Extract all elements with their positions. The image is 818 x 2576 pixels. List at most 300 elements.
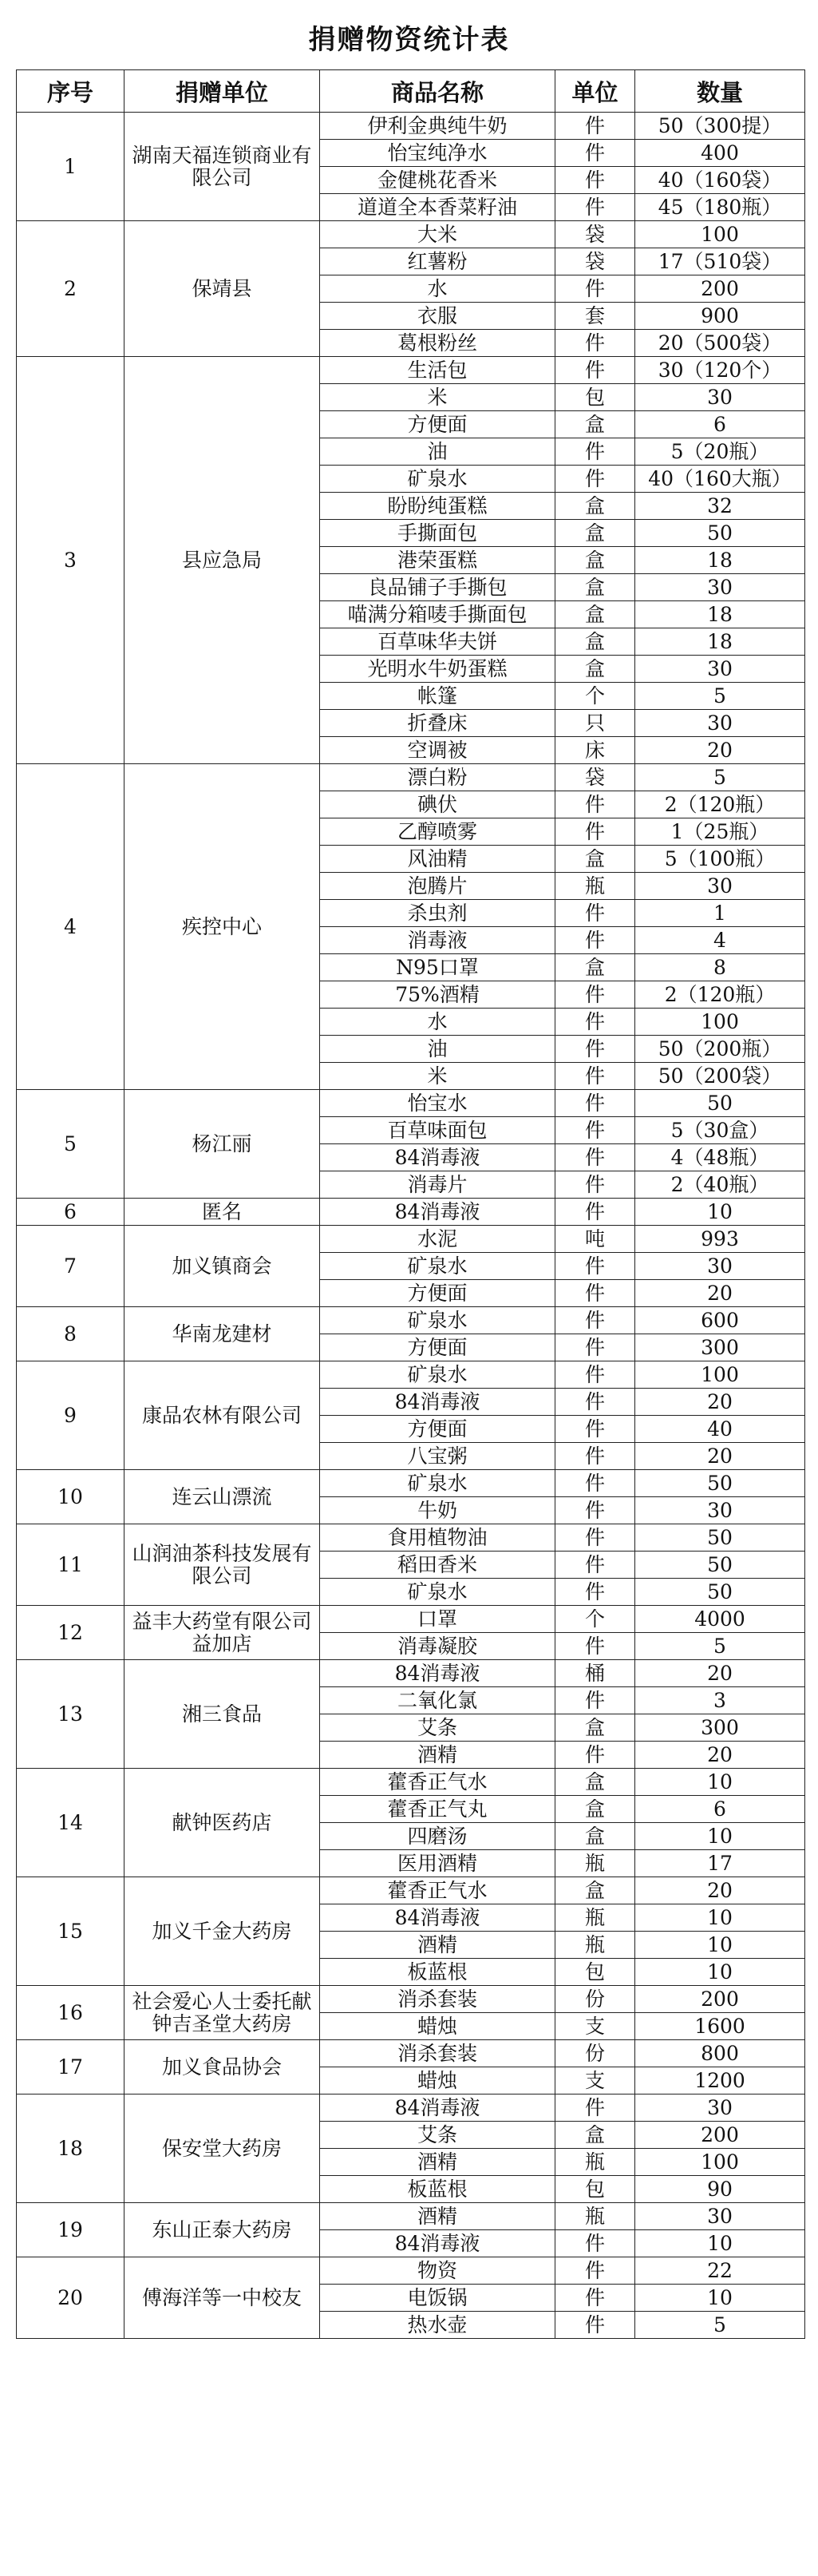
header-no: 序号 <box>17 70 124 113</box>
item-quantity: 100 <box>635 221 805 248</box>
item-quantity: 17 <box>635 1850 805 1877</box>
item-quantity: 200 <box>635 2122 805 2149</box>
item-quantity: 32 <box>635 493 805 520</box>
donor-name: 益丰大药堂有限公司益加店 <box>124 1606 320 1660</box>
item-unit: 件 <box>555 466 635 493</box>
item-name: 水泥 <box>320 1226 555 1253</box>
item-quantity: 10 <box>635 1932 805 1959</box>
item-quantity: 20 <box>635 1389 805 1416</box>
item-unit: 件 <box>555 2257 635 2285</box>
item-name: 方便面 <box>320 1416 555 1443</box>
item-name: 米 <box>320 384 555 411</box>
item-unit: 件 <box>555 1117 635 1144</box>
table-row <box>17 113 805 140</box>
item-unit: 件 <box>555 167 635 194</box>
item-unit: 份 <box>555 2040 635 2067</box>
item-unit: 吨 <box>555 1226 635 1253</box>
item-unit: 包 <box>555 1959 635 1986</box>
item-quantity: 100 <box>635 1009 805 1036</box>
item-quantity: 600 <box>635 1307 805 1334</box>
item-name: 热水壶 <box>320 2312 555 2339</box>
item-name: 牛奶 <box>320 1497 555 1524</box>
item-quantity: 30 <box>635 710 805 737</box>
item-name: N95口罩 <box>320 954 555 981</box>
item-unit: 件 <box>555 330 635 357</box>
donor-name: 湘三食品 <box>124 1660 320 1769</box>
item-unit: 包 <box>555 2176 635 2203</box>
item-quantity: 1600 <box>635 2013 805 2040</box>
item-name: 板蓝根 <box>320 2176 555 2203</box>
item-name: 稻田香米 <box>320 1552 555 1579</box>
item-unit: 件 <box>555 1171 635 1199</box>
item-name: 酒精 <box>320 1932 555 1959</box>
donor-name: 保安堂大药房 <box>124 2094 320 2203</box>
donor-number: 14 <box>17 1769 124 1877</box>
item-unit: 件 <box>555 1361 635 1389</box>
item-quantity: 10 <box>635 1959 805 1986</box>
donor-number: 5 <box>17 1090 124 1199</box>
donor-number: 16 <box>17 1986 124 2040</box>
item-unit: 件 <box>555 275 635 303</box>
item-name: 84消毒液 <box>320 2230 555 2257</box>
item-quantity: 5 <box>635 1633 805 1660</box>
item-unit: 件 <box>555 1416 635 1443</box>
item-quantity: 4 <box>635 927 805 954</box>
table-row <box>17 764 805 791</box>
donor-number: 4 <box>17 764 124 1090</box>
item-quantity: 4000 <box>635 1606 805 1633</box>
item-unit: 件 <box>555 1280 635 1307</box>
item-quantity: 30 <box>635 656 805 683</box>
item-quantity: 50（200瓶） <box>635 1036 805 1063</box>
donor-number: 17 <box>17 2040 124 2094</box>
item-quantity: 10 <box>635 1823 805 1850</box>
item-name: 方便面 <box>320 411 555 438</box>
item-quantity: 50 <box>635 520 805 547</box>
header-unit: 单位 <box>555 70 635 113</box>
item-quantity: 18 <box>635 628 805 656</box>
item-quantity: 400 <box>635 140 805 167</box>
item-name: 方便面 <box>320 1334 555 1361</box>
item-name: 物资 <box>320 2257 555 2285</box>
item-unit: 件 <box>555 1579 635 1606</box>
item-quantity: 1 <box>635 900 805 927</box>
item-quantity: 45（180瓶） <box>635 194 805 221</box>
item-name: 75%酒精 <box>320 981 555 1009</box>
table-row <box>17 1606 805 1633</box>
item-quantity: 20 <box>635 1660 805 1687</box>
item-unit: 盒 <box>555 520 635 547</box>
item-quantity: 5（30盒） <box>635 1117 805 1144</box>
donor-number: 6 <box>17 1199 124 1226</box>
item-name: 84消毒液 <box>320 1904 555 1932</box>
item-unit: 份 <box>555 1986 635 2013</box>
header-row <box>17 70 805 113</box>
item-unit: 盒 <box>555 493 635 520</box>
item-quantity: 300 <box>635 1714 805 1742</box>
item-quantity: 993 <box>635 1226 805 1253</box>
table-row <box>17 1361 805 1389</box>
item-unit: 件 <box>555 791 635 818</box>
item-name: 泡腾片 <box>320 873 555 900</box>
item-name: 空调被 <box>320 737 555 764</box>
item-quantity: 20 <box>635 1742 805 1769</box>
donor-number: 3 <box>17 357 124 764</box>
item-quantity: 200 <box>635 1986 805 2013</box>
item-quantity: 10 <box>635 1199 805 1226</box>
item-quantity: 2（40瓶） <box>635 1171 805 1199</box>
item-name: 水 <box>320 1009 555 1036</box>
item-name: 漂白粉 <box>320 764 555 791</box>
item-unit: 件 <box>555 1443 635 1470</box>
item-name: 消杀套装 <box>320 1986 555 2013</box>
item-name: 矿泉水 <box>320 1470 555 1497</box>
table-row <box>17 1986 805 2013</box>
item-name: 食用植物油 <box>320 1524 555 1552</box>
item-quantity: 5 <box>635 2312 805 2339</box>
item-unit: 件 <box>555 1090 635 1117</box>
item-name: 医用酒精 <box>320 1850 555 1877</box>
item-quantity: 50 <box>635 1579 805 1606</box>
donor-number: 2 <box>17 221 124 357</box>
item-quantity: 10 <box>635 2285 805 2312</box>
item-unit: 件 <box>555 1036 635 1063</box>
item-quantity: 900 <box>635 303 805 330</box>
item-name: 酒精 <box>320 2203 555 2230</box>
item-name: 消杀套装 <box>320 2040 555 2067</box>
donor-number: 1 <box>17 113 124 221</box>
item-name: 藿香正气水 <box>320 1769 555 1796</box>
item-name: 港荣蛋糕 <box>320 547 555 574</box>
item-quantity: 6 <box>635 411 805 438</box>
item-quantity: 10 <box>635 2230 805 2257</box>
item-quantity: 30 <box>635 873 805 900</box>
donation-table <box>16 69 805 2339</box>
table-row <box>17 2040 805 2067</box>
item-name: 消毒片 <box>320 1171 555 1199</box>
donor-number: 20 <box>17 2257 124 2339</box>
item-quantity: 4（48瓶） <box>635 1144 805 1171</box>
item-name: 光明水牛奶蛋糕 <box>320 656 555 683</box>
item-quantity: 100 <box>635 2149 805 2176</box>
item-quantity: 22 <box>635 2257 805 2285</box>
item-name: 八宝粥 <box>320 1443 555 1470</box>
item-quantity: 20（500袋） <box>635 330 805 357</box>
item-quantity: 50（200袋） <box>635 1063 805 1090</box>
item-unit: 件 <box>555 357 635 384</box>
item-unit: 盒 <box>555 1714 635 1742</box>
item-quantity: 2（120瓶） <box>635 791 805 818</box>
table-row <box>17 1090 805 1117</box>
item-name: 怡宝水 <box>320 1090 555 1117</box>
item-name: 百草味华夫饼 <box>320 628 555 656</box>
page-title: 捐赠物资统计表 <box>308 24 510 56</box>
item-name: 帐篷 <box>320 683 555 710</box>
item-unit: 件 <box>555 2230 635 2257</box>
item-name: 二氧化氯 <box>320 1687 555 1714</box>
item-unit: 件 <box>555 981 635 1009</box>
item-name: 喵满分箱唛手撕面包 <box>320 601 555 628</box>
item-name: 油 <box>320 1036 555 1063</box>
item-name: 葛根粉丝 <box>320 330 555 357</box>
donor-number: 12 <box>17 1606 124 1660</box>
table-row <box>17 1524 805 1552</box>
item-name: 84消毒液 <box>320 1199 555 1226</box>
item-unit: 件 <box>555 2094 635 2122</box>
item-name: 矿泉水 <box>320 1307 555 1334</box>
item-name: 大米 <box>320 221 555 248</box>
donor-name: 匿名 <box>124 1199 320 1226</box>
donor-name: 献钟医药店 <box>124 1769 320 1877</box>
item-quantity: 5（20瓶） <box>635 438 805 466</box>
item-name: 碘伏 <box>320 791 555 818</box>
item-unit: 件 <box>555 194 635 221</box>
item-quantity: 300 <box>635 1334 805 1361</box>
item-unit: 件 <box>555 1144 635 1171</box>
item-quantity: 30（120个） <box>635 357 805 384</box>
item-unit: 件 <box>555 818 635 846</box>
table-row <box>17 1470 805 1497</box>
item-name: 水 <box>320 275 555 303</box>
item-unit: 个 <box>555 683 635 710</box>
item-unit: 包 <box>555 384 635 411</box>
item-unit: 件 <box>555 1063 635 1090</box>
item-name: 油 <box>320 438 555 466</box>
item-quantity: 50 <box>635 1524 805 1552</box>
item-unit: 盒 <box>555 2122 635 2149</box>
item-unit: 件 <box>555 2285 635 2312</box>
item-unit: 盒 <box>555 1877 635 1904</box>
table-row <box>17 1307 805 1334</box>
donor-name: 加义食品协会 <box>124 2040 320 2094</box>
item-unit: 件 <box>555 927 635 954</box>
item-unit: 件 <box>555 1552 635 1579</box>
donor-name: 县应急局 <box>124 357 320 764</box>
item-quantity: 20 <box>635 737 805 764</box>
item-name: 矿泉水 <box>320 1253 555 1280</box>
item-unit: 件 <box>555 1307 635 1334</box>
item-quantity: 40（160袋） <box>635 167 805 194</box>
item-quantity: 20 <box>635 1877 805 1904</box>
donor-number: 8 <box>17 1307 124 1361</box>
item-name: 生活包 <box>320 357 555 384</box>
item-quantity: 18 <box>635 601 805 628</box>
item-unit: 盒 <box>555 574 635 601</box>
item-name: 藿香正气水 <box>320 1877 555 1904</box>
item-name: 电饭锅 <box>320 2285 555 2312</box>
item-name: 方便面 <box>320 1280 555 1307</box>
donor-number: 7 <box>17 1226 124 1307</box>
item-name: 矿泉水 <box>320 1579 555 1606</box>
donor-name: 康品农林有限公司 <box>124 1361 320 1470</box>
item-unit: 袋 <box>555 764 635 791</box>
item-quantity: 200 <box>635 275 805 303</box>
item-quantity: 30 <box>635 1253 805 1280</box>
item-name: 蜡烛 <box>320 2013 555 2040</box>
item-quantity: 90 <box>635 2176 805 2203</box>
item-unit: 只 <box>555 710 635 737</box>
item-quantity: 10 <box>635 1904 805 1932</box>
item-quantity: 5（100瓶） <box>635 846 805 873</box>
item-unit: 盒 <box>555 547 635 574</box>
item-unit: 件 <box>555 1687 635 1714</box>
item-name: 消毒液 <box>320 927 555 954</box>
item-name: 良品铺子手撕包 <box>320 574 555 601</box>
item-unit: 盒 <box>555 846 635 873</box>
item-name: 百草味面包 <box>320 1117 555 1144</box>
item-unit: 瓶 <box>555 2149 635 2176</box>
item-quantity: 17（510袋） <box>635 248 805 275</box>
item-name: 风油精 <box>320 846 555 873</box>
donor-number: 11 <box>17 1524 124 1606</box>
item-name: 怡宝纯净水 <box>320 140 555 167</box>
table-row <box>17 1769 805 1796</box>
item-unit: 件 <box>555 1389 635 1416</box>
item-name: 84消毒液 <box>320 1144 555 1171</box>
table-row <box>17 1199 805 1226</box>
item-unit: 瓶 <box>555 2203 635 2230</box>
header-item-name: 商品名称 <box>320 70 555 113</box>
item-unit: 袋 <box>555 221 635 248</box>
item-unit: 瓶 <box>555 873 635 900</box>
donor-name: 连云山漂流 <box>124 1470 320 1524</box>
item-quantity: 800 <box>635 2040 805 2067</box>
item-unit: 盒 <box>555 628 635 656</box>
item-name: 艾条 <box>320 1714 555 1742</box>
item-unit: 盒 <box>555 601 635 628</box>
item-name: 消毒凝胶 <box>320 1633 555 1660</box>
item-unit: 件 <box>555 1253 635 1280</box>
donor-name: 山润油茶科技发展有限公司 <box>124 1524 320 1606</box>
item-quantity: 10 <box>635 1769 805 1796</box>
item-name: 伊利金典纯牛奶 <box>320 113 555 140</box>
item-quantity: 30 <box>635 1497 805 1524</box>
item-name: 艾条 <box>320 2122 555 2149</box>
donor-name: 疾控中心 <box>124 764 320 1090</box>
item-name: 折叠床 <box>320 710 555 737</box>
item-unit: 瓶 <box>555 1932 635 1959</box>
item-unit: 件 <box>555 1009 635 1036</box>
item-quantity: 5 <box>635 683 805 710</box>
donor-number: 9 <box>17 1361 124 1470</box>
item-unit: 件 <box>555 900 635 927</box>
item-quantity: 50（300提） <box>635 113 805 140</box>
item-unit: 件 <box>555 438 635 466</box>
item-unit: 件 <box>555 1470 635 1497</box>
table-row <box>17 221 805 248</box>
item-quantity: 40（160大瓶） <box>635 466 805 493</box>
item-quantity: 50 <box>635 1470 805 1497</box>
header-quantity: 数量 <box>635 70 805 113</box>
item-name: 乙醇喷雾 <box>320 818 555 846</box>
table-row <box>17 2257 805 2285</box>
item-unit: 瓶 <box>555 1850 635 1877</box>
item-name: 矿泉水 <box>320 1361 555 1389</box>
item-unit: 床 <box>555 737 635 764</box>
item-unit: 盒 <box>555 954 635 981</box>
item-quantity: 100 <box>635 1361 805 1389</box>
item-name: 板蓝根 <box>320 1959 555 1986</box>
item-quantity: 30 <box>635 2094 805 2122</box>
table-row <box>17 357 805 384</box>
item-unit: 件 <box>555 1633 635 1660</box>
item-unit: 支 <box>555 2013 635 2040</box>
item-quantity: 1200 <box>635 2067 805 2094</box>
item-name: 酒精 <box>320 1742 555 1769</box>
item-name: 矿泉水 <box>320 466 555 493</box>
donor-number: 15 <box>17 1877 124 1986</box>
item-name: 红薯粉 <box>320 248 555 275</box>
donor-name: 杨江丽 <box>124 1090 320 1199</box>
donor-name: 华南龙建材 <box>124 1307 320 1361</box>
table-row <box>17 1226 805 1253</box>
item-name: 金健桃花香米 <box>320 167 555 194</box>
item-name: 道道全本香菜籽油 <box>320 194 555 221</box>
item-quantity: 1（25瓶） <box>635 818 805 846</box>
item-quantity: 30 <box>635 2203 805 2230</box>
item-name: 口罩 <box>320 1606 555 1633</box>
item-unit: 套 <box>555 303 635 330</box>
item-name: 四磨汤 <box>320 1823 555 1850</box>
item-name: 盼盼纯蛋糕 <box>320 493 555 520</box>
item-quantity: 6 <box>635 1796 805 1823</box>
item-name: 杀虫剂 <box>320 900 555 927</box>
item-quantity: 20 <box>635 1280 805 1307</box>
item-unit: 袋 <box>555 248 635 275</box>
item-unit: 支 <box>555 2067 635 2094</box>
donor-name: 湖南天福连锁商业有限公司 <box>124 113 320 221</box>
item-unit: 件 <box>555 1199 635 1226</box>
item-name: 84消毒液 <box>320 1660 555 1687</box>
donor-name: 傅海洋等一中校友 <box>124 2257 320 2339</box>
item-name: 蜡烛 <box>320 2067 555 2094</box>
item-quantity: 20 <box>635 1443 805 1470</box>
table-row <box>17 1877 805 1904</box>
item-unit: 件 <box>555 1334 635 1361</box>
item-quantity: 18 <box>635 547 805 574</box>
item-quantity: 2（120瓶） <box>635 981 805 1009</box>
item-name: 衣服 <box>320 303 555 330</box>
item-unit: 件 <box>555 1742 635 1769</box>
item-unit: 盒 <box>555 1796 635 1823</box>
item-unit: 瓶 <box>555 1904 635 1932</box>
item-quantity: 50 <box>635 1552 805 1579</box>
item-unit: 桶 <box>555 1660 635 1687</box>
item-name: 84消毒液 <box>320 1389 555 1416</box>
table-row <box>17 1660 805 1687</box>
item-unit: 盒 <box>555 656 635 683</box>
item-quantity: 30 <box>635 574 805 601</box>
item-name: 米 <box>320 1063 555 1090</box>
item-unit: 件 <box>555 1497 635 1524</box>
item-unit: 盒 <box>555 1769 635 1796</box>
header-donor: 捐赠单位 <box>124 70 320 113</box>
donor-name: 保靖县 <box>124 221 320 357</box>
donor-number: 13 <box>17 1660 124 1769</box>
donor-name: 加义镇商会 <box>124 1226 320 1307</box>
item-quantity: 50 <box>635 1090 805 1117</box>
donor-name: 东山正泰大药房 <box>124 2203 320 2257</box>
item-unit: 件 <box>555 113 635 140</box>
donor-number: 18 <box>17 2094 124 2203</box>
item-unit: 盒 <box>555 1823 635 1850</box>
item-quantity: 8 <box>635 954 805 981</box>
table-body <box>17 113 805 2339</box>
donor-number: 19 <box>17 2203 124 2257</box>
donor-name: 加义千金大药房 <box>124 1877 320 1986</box>
item-name: 84消毒液 <box>320 2094 555 2122</box>
table-row <box>17 2203 805 2230</box>
